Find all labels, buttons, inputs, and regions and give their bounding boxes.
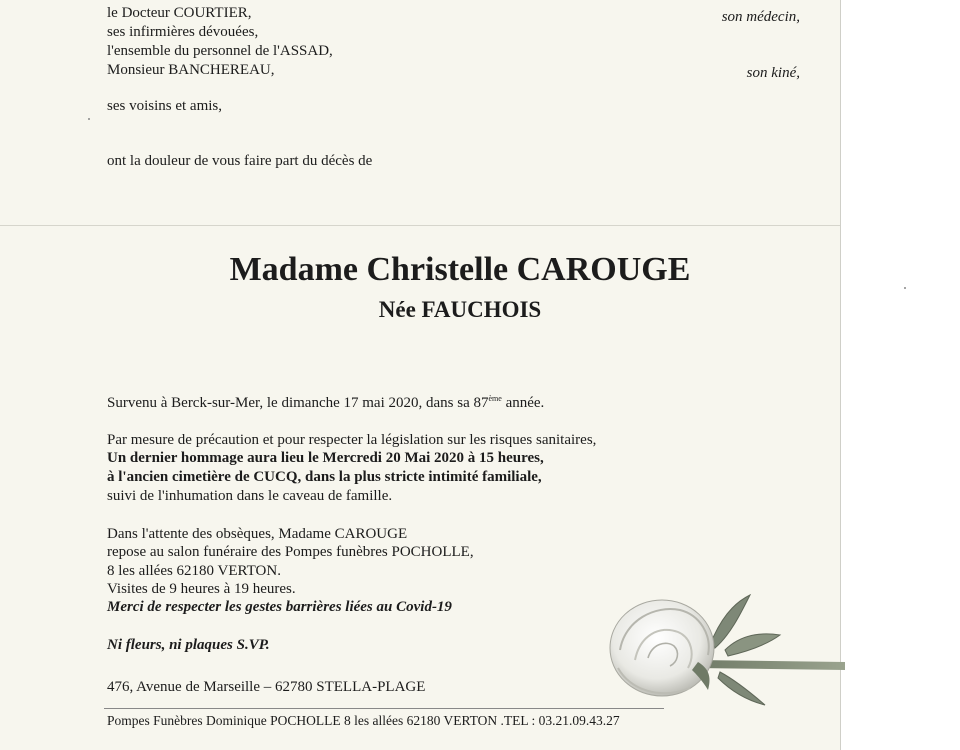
mourner-doctor-role: son médecin, bbox=[721, 9, 800, 25]
ceremony-precaution: Par mesure de précaution et pour respecter la législation sur les risques sanitaires, bbox=[107, 432, 597, 448]
mourner-nurses: ses infirmières dévouées, bbox=[107, 24, 259, 40]
announcement-text: ont la douleur de vous faire part du décès de bbox=[107, 153, 373, 169]
no-flowers-notice: Ni fleurs, ni plaques S.VP. bbox=[107, 637, 270, 653]
mourner-neighbours: ses voisins et amis, bbox=[107, 98, 222, 114]
mourner-banchereau: Monsieur BANCHEREAU, bbox=[107, 62, 275, 78]
mourner-doctor: le Docteur COURTIER, bbox=[107, 5, 252, 21]
scan-speck bbox=[88, 118, 90, 120]
scan-speck bbox=[904, 287, 906, 289]
mourner-banchereau-role: son kiné, bbox=[746, 65, 800, 81]
fold-line bbox=[0, 225, 840, 226]
white-rose-icon bbox=[600, 580, 845, 715]
ceremony-date: Un dernier hommage aura lieu le Mercredi 20 Mai 2020 à 15 heures, bbox=[107, 450, 544, 466]
mourner-staff: l'ensemble du personnel de l'ASSAD, bbox=[107, 43, 333, 59]
footer-contact: Pompes Funèbres Dominique POCHOLLE 8 les allées 62180 VERTON .TEL : 03.21.09.43.27 bbox=[107, 713, 620, 728]
deceased-name: Madame Christelle CAROUGE bbox=[229, 251, 691, 288]
visiting-hours: Visites de 9 heures à 19 heures. bbox=[107, 581, 296, 597]
ceremony-place: à l'ancien cimetière de CUCQ, dans la plus stricte intimité familiale, bbox=[107, 469, 542, 485]
ceremony-burial: suivi de l'inhumation dans le caveau de famille. bbox=[107, 488, 393, 504]
death-statement: Survenu à Berck-sur-Mer, le dimanche 17 mai 2020, dans sa 87ème année. bbox=[107, 394, 545, 411]
funeral-home-intro: Dans l'attente des obsèques, Madame CAROUGE bbox=[107, 526, 408, 542]
funeral-home-address: 8 les allées 62180 VERTON. bbox=[107, 563, 281, 579]
footer-divider bbox=[104, 708, 664, 709]
covid-notice: Merci de respecter les gestes barrières liées au Covid-19 bbox=[107, 599, 452, 615]
deceased-maiden-name: Née FAUCHOIS bbox=[378, 297, 542, 322]
funeral-home-name: repose au salon funéraire des Pompes funèbres POCHOLLE, bbox=[107, 544, 474, 560]
family-address: 476, Avenue de Marseille – 62780 STELLA-PLAGE bbox=[107, 679, 426, 695]
